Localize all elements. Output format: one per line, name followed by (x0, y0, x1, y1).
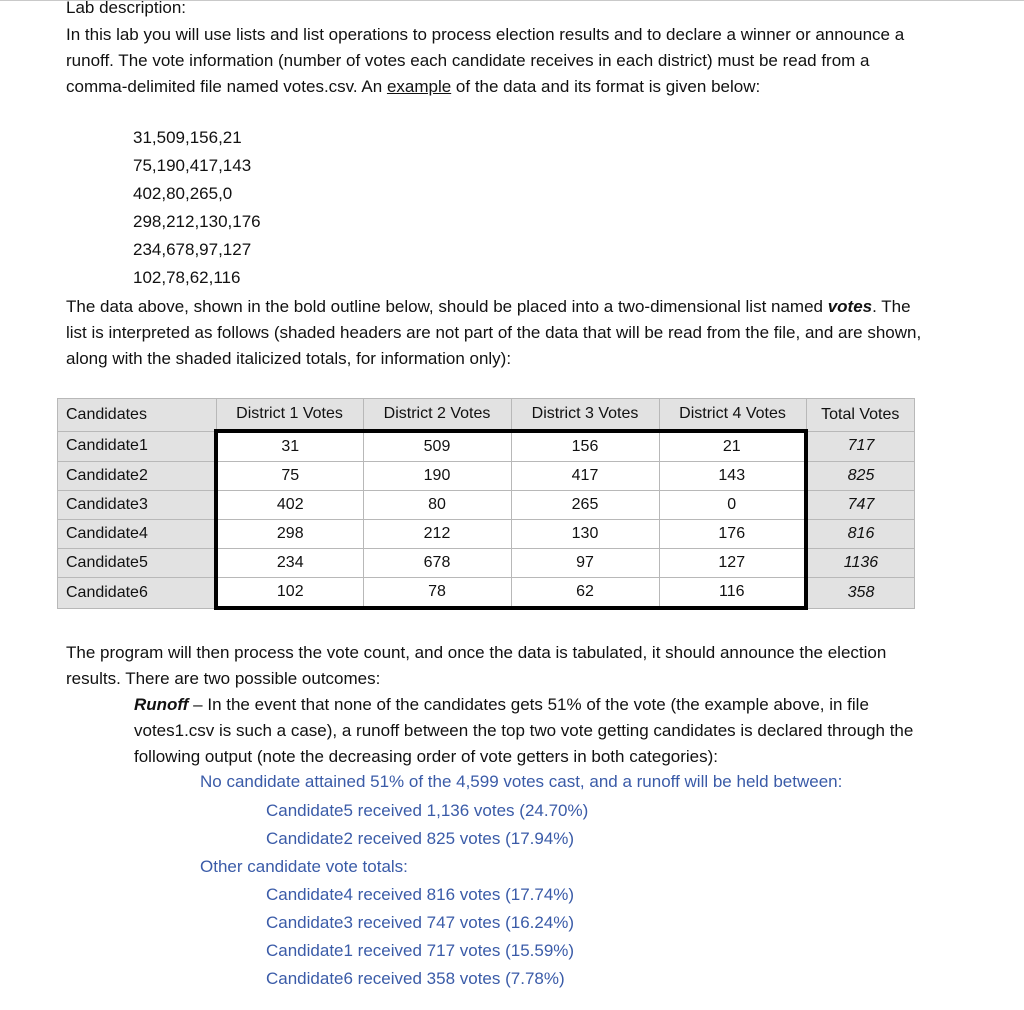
vote-cell: 80 (363, 491, 511, 520)
csv-line: 31,509,156,21 (133, 128, 242, 147)
vote-cell: 190 (363, 462, 511, 491)
total-cell: 816 (806, 520, 915, 549)
csv-line: 402,80,265,0 (133, 184, 233, 203)
table-header-row (58, 399, 915, 432)
table-row (58, 520, 915, 549)
output-line: Candidate5 received 1,136 votes (24.70%) (266, 801, 589, 820)
intro-text-start: In this lab you will use lists and list operations to process election results and to declare a winner or announce a runoff. The vote information (number of votes each candidate receives in each district) must be read from a comma-delimited file named votes.csv. An (66, 25, 905, 96)
vote-cell: 0 (659, 491, 806, 520)
vote-cell: 156 (511, 431, 659, 462)
total-cell: 1136 (806, 549, 915, 578)
header-candidates: Candidates (58, 399, 217, 432)
output-top-two (266, 797, 588, 853)
explain-text-start: The data above, shown in the bold outline below, should be placed into a two-dimensional list named (66, 297, 828, 316)
vote-cell: 143 (659, 462, 806, 491)
vote-cell: 102 (216, 578, 363, 609)
vote-cell: 417 (511, 462, 659, 491)
header-district-1: District 1 Votes (216, 399, 363, 432)
header-total-votes: Total Votes (806, 399, 915, 432)
runoff-label: Runoff (134, 695, 189, 714)
csv-line: 298,212,130,176 (133, 212, 261, 231)
output-line: Candidate2 received 825 votes (17.94%) (266, 829, 575, 848)
vote-cell: 265 (511, 491, 659, 520)
vote-cell: 234 (216, 549, 363, 578)
output-line: Candidate1 received 717 votes (15.59%) (266, 941, 575, 960)
intro-paragraph (66, 22, 926, 100)
total-cell: 717 (806, 431, 915, 462)
output-runoff-line: No candidate attained 51% of the 4,599 votes cast, and a runoff will be held between: (200, 772, 843, 791)
candidate-name: Candidate2 (58, 462, 217, 491)
output-line: Candidate3 received 747 votes (16.24%) (266, 913, 575, 932)
candidate-name: Candidate5 (58, 549, 217, 578)
vote-cell: 509 (363, 431, 511, 462)
vote-cell: 31 (216, 431, 363, 462)
total-cell: 358 (806, 578, 915, 609)
votes-table (57, 398, 915, 610)
vote-cell: 130 (511, 520, 659, 549)
vote-cell: 212 (363, 520, 511, 549)
vote-cell: 678 (363, 549, 511, 578)
vote-cell: 298 (216, 520, 363, 549)
vote-cell: 116 (659, 578, 806, 609)
header-district-2: District 2 Votes (363, 399, 511, 432)
candidate-name: Candidate6 (58, 578, 217, 609)
runoff-text: – In the event that none of the candidates gets 51% of the vote (the example above, in file votes1.csv is such a case), a runoff between the top two vote getting candidates is declared through the following output (note the decreasing order of vote getters in both categories): (134, 695, 914, 766)
csv-line: 102,78,62,116 (133, 268, 241, 287)
vote-cell: 127 (659, 549, 806, 578)
header-district-3: District 3 Votes (511, 399, 659, 432)
votes-list-name: votes (827, 297, 873, 316)
table-row (58, 431, 915, 462)
csv-line: 75,190,417,143 (133, 156, 252, 175)
vote-cell: 62 (511, 578, 659, 609)
total-cell: 747 (806, 491, 915, 520)
vote-cell: 97 (511, 549, 659, 578)
table-row (58, 462, 915, 491)
intro-text-end: of the data and its format is given below: (451, 77, 761, 96)
vote-cell: 21 (659, 431, 806, 462)
csv-data-lines (133, 124, 261, 292)
explain-paragraph (66, 294, 926, 372)
csv-line: 234,678,97,127 (133, 240, 252, 259)
process-paragraph: The program will then process the vote count, and once the data is tabulated, it should announce the election results. There are two possible outcomes: (66, 643, 887, 688)
output-line: Candidate4 received 816 votes (17.74%) (266, 885, 575, 904)
output-other-label: Other candidate vote totals: (200, 857, 408, 876)
explain-text-end: . The list is interpreted as follows (shaded headers are not part of the data that will be read from the file, and are shown, along with the shaded italicized totals, for information only): (66, 297, 922, 368)
output-others (266, 881, 574, 993)
header-district-4: District 4 Votes (659, 399, 806, 432)
table-row (58, 578, 915, 609)
vote-cell: 75 (216, 462, 363, 491)
output-line: Candidate6 received 358 votes (7.78%) (266, 969, 565, 988)
vote-cell: 78 (363, 578, 511, 609)
runoff-paragraph (134, 692, 934, 770)
candidate-name: Candidate1 (58, 431, 217, 462)
vote-cell: 402 (216, 491, 363, 520)
vote-cell: 176 (659, 520, 806, 549)
table-row (58, 491, 915, 520)
example-underlined-word: example (386, 77, 452, 96)
candidate-name: Candidate4 (58, 520, 217, 549)
lab-description-heading: Lab description: (66, 0, 187, 17)
candidate-name: Candidate3 (58, 491, 217, 520)
total-cell: 825 (806, 462, 915, 491)
table-row (58, 549, 915, 578)
